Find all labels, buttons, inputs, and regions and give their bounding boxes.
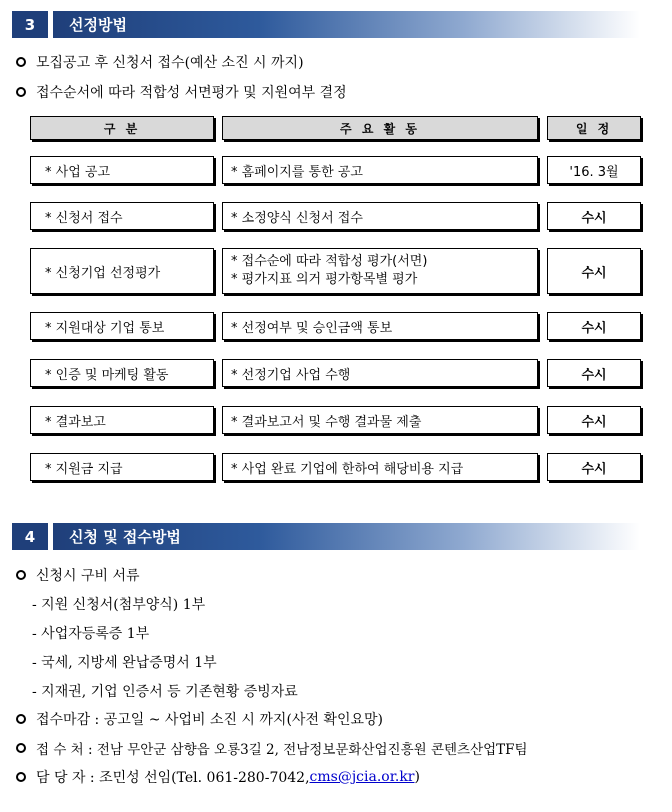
row-schedule: 수시: [547, 359, 641, 387]
activity-line: * 접수순에 따라 적합성 평가(서면): [231, 254, 428, 269]
row-category: * 인증 및 마케팅 활동: [30, 359, 214, 387]
bullet-item: [16, 565, 140, 585]
header-schedule: 일 정: [547, 116, 641, 140]
section-4-header: [12, 523, 640, 550]
doc-item: - 지재권, 기업 인증서 등 기존현황 증빙자료: [32, 684, 298, 700]
bullet-item: [16, 738, 528, 758]
row-activity: [222, 312, 538, 340]
row-category: * 사업 공고: [30, 156, 214, 184]
bullet-item: [16, 52, 304, 72]
doc-item: - 사업자등록증 1부: [32, 626, 150, 642]
activity-line: * 선정여부 및 승인금액 통보: [231, 320, 393, 336]
row-schedule: 수시: [547, 406, 641, 434]
activity-line: * 홈페이지를 통한 공고: [231, 164, 363, 180]
section-number: 3: [12, 11, 48, 38]
section-title: 신청 및 접수방법: [53, 523, 640, 550]
activity-line: * 평가지표 의거 평가항목별 평가: [231, 272, 418, 287]
row-category: * 신청서 접수: [30, 202, 214, 230]
row-activity: [222, 248, 538, 294]
circle-bullet-icon: [16, 743, 26, 753]
bullet-text: 모집공고 후 신청서 접수(예산 소진 시 까지): [36, 55, 304, 71]
bullet-text: 신청시 구비 서류: [36, 568, 140, 584]
bullet-item: [16, 709, 383, 729]
circle-bullet-icon: [16, 57, 26, 67]
row-category: * 지원금 지급: [30, 453, 214, 481]
office-text: 접 수 처 : 전남 무안군 삼향읍 오룡3길 2, 전남정보문화산업진흥원 콘텐츠산업TF팀: [36, 742, 528, 758]
activity-line: * 선정기업 사업 수행: [231, 367, 351, 383]
row-activity: [222, 202, 538, 230]
row-schedule: 수시: [547, 312, 641, 340]
circle-bullet-icon: [16, 772, 26, 782]
deadline-text: 접수마감 : 공고일 ~ 사업비 소진 시 까지(사전 확인요망): [36, 712, 383, 728]
circle-bullet-icon: [16, 714, 26, 724]
bullet-item: [16, 82, 347, 102]
section-number: 4: [12, 523, 48, 550]
row-schedule: 수시: [547, 453, 641, 481]
row-activity: [222, 406, 538, 434]
email-link[interactable]: cms@jcia.or.kr: [309, 769, 415, 785]
row-activity: [222, 453, 538, 481]
row-category: * 결과보고: [30, 406, 214, 434]
row-schedule: 수시: [547, 248, 641, 294]
row-category: * 신청기업 선정평가: [30, 248, 214, 294]
header-activity: 주 요 활 동: [222, 116, 538, 140]
activity-line: * 사업 완료 기업에 한하여 해당비용 지급: [231, 461, 464, 477]
activity-line: * 결과보고서 및 수행 결과물 제출: [231, 414, 422, 430]
row-activity: [222, 359, 538, 387]
row-schedule: '16. 3월: [547, 156, 641, 184]
bullet-text: 접수순서에 따라 적합성 서면평가 및 지원여부 결정: [36, 85, 347, 101]
header-category: 구 분: [30, 116, 214, 140]
activity-line: * 소정양식 신청서 접수: [231, 210, 363, 226]
contact-suffix: ): [414, 769, 420, 785]
circle-bullet-icon: [16, 87, 26, 97]
circle-bullet-icon: [16, 570, 26, 580]
bullet-item: [16, 767, 420, 787]
doc-item: - 국세, 지방세 완납증명서 1부: [32, 655, 217, 671]
row-schedule: 수시: [547, 202, 641, 230]
doc-item: - 지원 신청서(첨부양식) 1부: [32, 597, 206, 613]
row-category: * 지원대상 기업 통보: [30, 312, 214, 340]
contact-prefix: 담 당 자 : 조민성 선임(Tel. 061-280-7042,: [36, 770, 310, 786]
section-3-header: [12, 11, 640, 38]
row-activity: [222, 156, 538, 184]
section-title: 선정방법: [53, 11, 640, 38]
